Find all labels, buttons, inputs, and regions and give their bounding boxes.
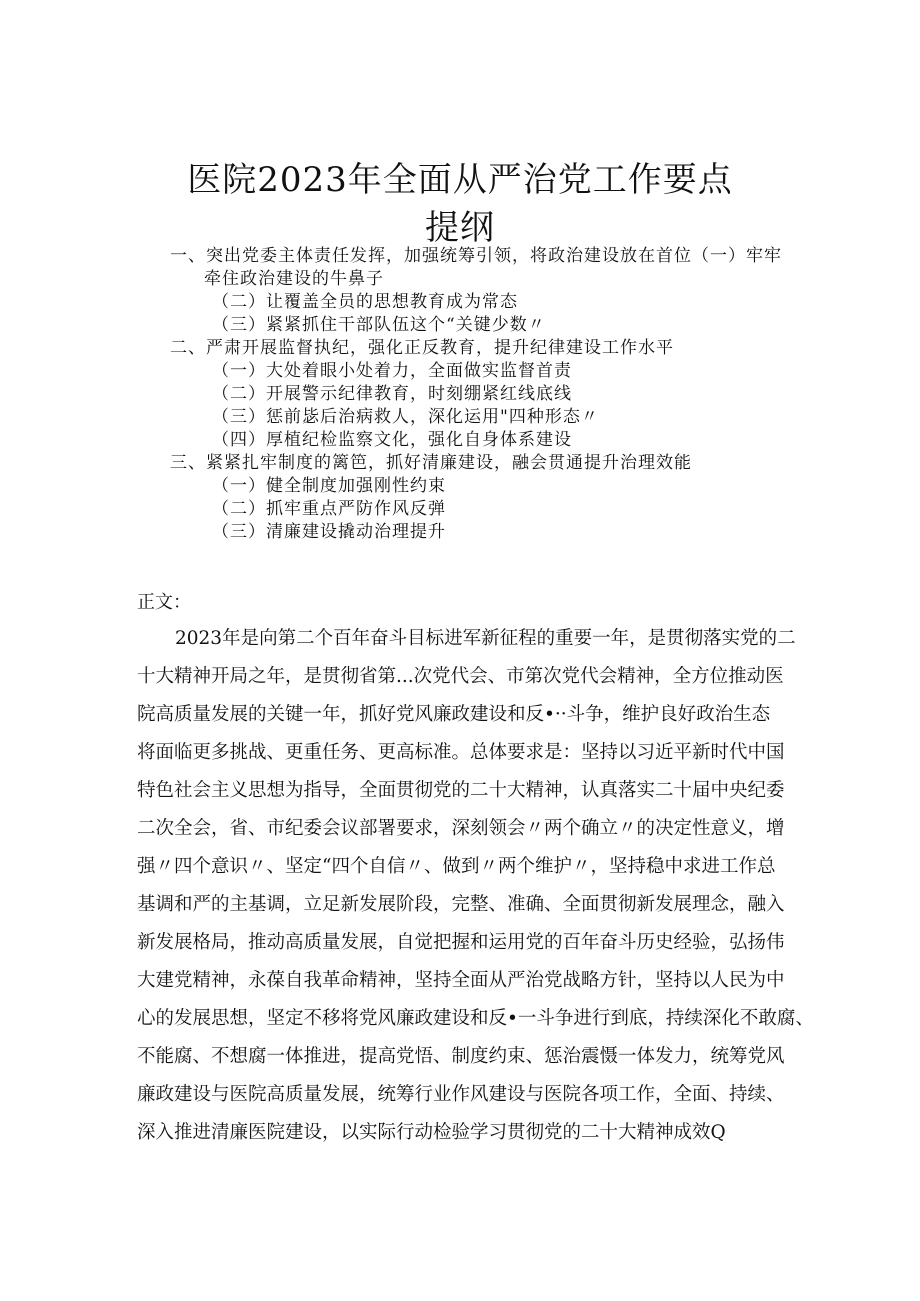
- outline-item: 二、严肃开展监督执纪，强化正反教育，提升纪律建设工作水平: [170, 338, 674, 358]
- body-line: 特色社会主义思想为指导，全面贯彻党的二十大精神，认真落实二十届中央纪委: [137, 780, 785, 801]
- outline-item: （二）让覆盖全员的思想教育成为常态: [212, 292, 518, 312]
- body-line: 深入推进清廉医院建设，以实际行动检验学习贯彻党的二十大精神成效Q: [137, 1122, 726, 1143]
- outline-item: （二）抓牢重点严防作风反弹: [212, 499, 446, 519]
- outline-item: 三、紧紧扎牢制度的篱笆，抓好清廉建设，融会贯通提升治理效能: [170, 453, 692, 473]
- body-line: 心的发展思想，坚定不移将党风廉政建设和反•一斗争进行到底，持续深化不敢腐、: [137, 1008, 814, 1029]
- body-line: 强〃四个意识〃、坚定“四个自信〃、做到〃两个维护〃，坚持稳中求进工作总: [137, 856, 776, 877]
- document-title: 医院2023年全面从严治党工作要点: [187, 160, 733, 200]
- body-line: 院高质量发展的关键一年，抓好党风廉政建设和反•··斗争，维护良好政治生态: [137, 704, 771, 725]
- body-line: 不能腐、不想腐一体推进，提高党悟、制度约束、惩治震慑一体发力，统筹党风: [137, 1046, 785, 1067]
- body-line: 将面临更多挑战、更重任务、更高标准。总体要求是：坚持以习近平新时代中国: [137, 742, 785, 763]
- outline-item: 牵住政治建设的牛鼻子: [204, 269, 384, 289]
- outline-item: 一、突出党委主体责任发挥，加强统筹引领，将政治建设放在首位（一）牢牢: [170, 246, 782, 266]
- outline-item: （三）惩前毖后治病救人，深化运用"四种形态〃: [212, 407, 599, 427]
- outline-item: （一）大处着眼小处着力，全面做实监督首责: [212, 361, 572, 381]
- outline-item: （三）清廉建设撬动治理提升: [212, 522, 446, 542]
- body-line: 新发展格局，推动高质量发展，自觉把握和运用党的百年奋斗历史经验，弘扬伟: [137, 932, 785, 953]
- body-label: 正文：: [137, 592, 191, 613]
- body-line: 二次全会，省、市纪委会议部署要求，深刻领会〃两个确立〃的决定性意义，增: [137, 818, 785, 839]
- outline-item: （三）紧紧抓住干部队伍这个“关键少数〃: [212, 315, 546, 335]
- body-line: 十大精神开局之年，是贯彻省第...次党代会、市第次党代会精神，全方位推动医: [137, 666, 784, 687]
- outline-item: （二）开展警示纪律教育，时刻绷紧红线底线: [212, 384, 572, 404]
- body-line: 2023年是向第二个百年奋斗目标进军新征程的重要一年，是贯彻落实党的二: [175, 628, 796, 649]
- body-line: 大建党精神，永葆自我革命精神，坚持全面从严治党战略方针，坚持以人民为中: [137, 970, 785, 991]
- outline-item: （一）健全制度加强刚性约束: [212, 476, 446, 496]
- body-line: 基调和严的主基调，立足新发展阶段，完整、准确、全面贯彻新发展理念，融入: [137, 894, 785, 915]
- body-line: 廉政建设与医院高质量发展，统筹行业作风建设与医院各项工作，全面、持续、: [137, 1084, 785, 1105]
- document-subtitle: 提纲: [425, 208, 495, 248]
- outline-item: （四）厚植纪检监察文化，强化自身体系建设: [212, 430, 572, 450]
